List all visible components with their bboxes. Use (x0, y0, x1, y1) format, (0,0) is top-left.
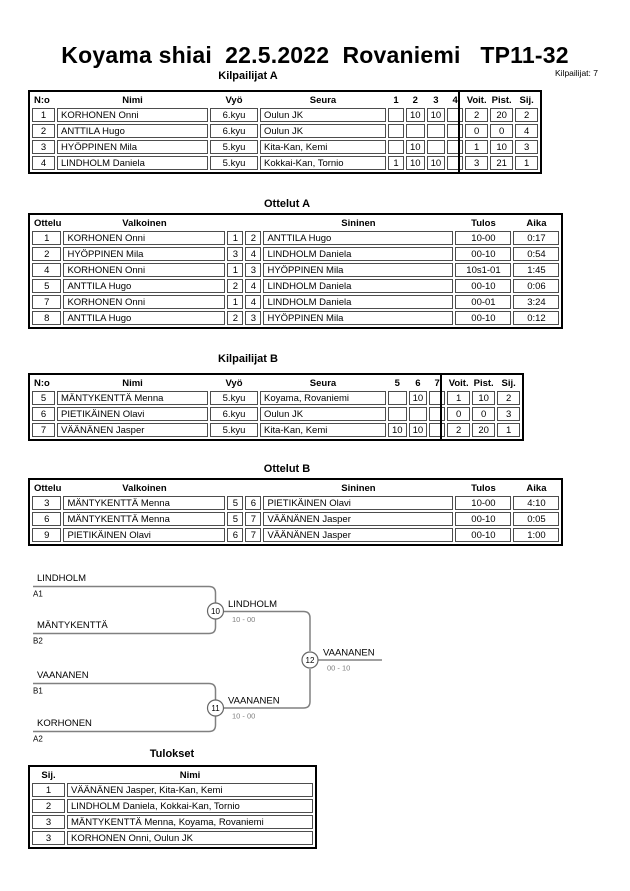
table-row (32, 407, 520, 421)
match-number: 12 (305, 656, 315, 665)
cell-match-no: 9 (32, 528, 61, 542)
cell-round (409, 407, 428, 421)
table-row (32, 156, 538, 170)
header-row (32, 94, 538, 106)
cell-no: 5 (32, 391, 55, 405)
cell-round (427, 124, 446, 138)
cell-name: VÄÄNÄNEN Jasper (57, 423, 208, 437)
cell-time: 1:00 (513, 528, 559, 542)
cell-time: 1:45 (513, 263, 559, 277)
cell-time: 4:10 (513, 496, 559, 510)
cell-club: Oulun JK (260, 407, 386, 421)
cell-white-name: ANTTILA Hugo (63, 279, 225, 293)
cell-round: 10 (409, 423, 428, 437)
cell-place: 2 (515, 108, 538, 122)
cell-white-no: 5 (227, 496, 243, 510)
section-title-matches-a: Ottelut A (263, 198, 311, 210)
cell-blue-name: LINDHOLM Daniela (263, 279, 453, 293)
header-spacer (227, 217, 243, 229)
cell-points: 20 (490, 108, 513, 122)
results-table (28, 765, 317, 849)
header-spacer (245, 217, 261, 229)
col-header-name: Nimi (122, 94, 143, 106)
cell-club: Koyama, Rovaniemi (260, 391, 386, 405)
cell-blue-name: VÄÄNÄNEN Jasper (263, 528, 453, 542)
cell-white-name: KORHONEN Onni (63, 295, 225, 309)
col-header-white: Valkoinen (122, 482, 167, 494)
cell-name: KORHONEN Onni (57, 108, 208, 122)
cell-white-no: 5 (227, 512, 243, 526)
table-row (32, 247, 559, 261)
col-header-match: Ottelu (34, 482, 62, 494)
bracket-winner-name: LINDHOLM (228, 599, 278, 610)
cell-result: 00-10 (455, 247, 511, 261)
cell-round: 10 (406, 140, 425, 154)
col-header-round: 7 (434, 377, 440, 389)
bracket-winner-name: VAANANEN (228, 695, 280, 707)
col-header-round: 4 (452, 94, 458, 106)
col-header-time: Aika (526, 217, 547, 229)
col-header-round: 2 (412, 94, 418, 106)
col-header-place: Sij. (41, 769, 56, 781)
header-spacer (227, 482, 243, 494)
score-group-divider (440, 375, 442, 439)
cell-result: 00-10 (455, 512, 511, 526)
competitors-a-table (28, 90, 542, 174)
cell-time: 3:24 (513, 295, 559, 309)
bracket-seed-tag: A1 (33, 589, 43, 599)
cell-blue-name: ANTTILA Hugo (263, 231, 453, 245)
cell-match-no: 8 (32, 311, 61, 325)
cell-blue-no: 7 (245, 512, 261, 526)
cell-name: ANTTILA Hugo (57, 124, 208, 138)
section-title-results: Tulokset (149, 748, 195, 760)
cell-place: 1 (32, 783, 65, 797)
cell-round (447, 156, 463, 170)
cell-time: 0:54 (513, 247, 559, 261)
col-header-round: 5 (394, 377, 400, 389)
col-header-result: Tulos (471, 217, 496, 229)
cell-result: 00-01 (455, 295, 511, 309)
cell-no: 1 (32, 108, 55, 122)
cell-place: 1 (515, 156, 538, 170)
cell-belt: 5.kyu (210, 423, 258, 437)
cell-place: 3 (32, 831, 65, 845)
cell-result: 00-10 (455, 279, 511, 293)
cell-match-no: 4 (32, 263, 61, 277)
table-row (32, 783, 313, 797)
cell-round: 10 (406, 156, 425, 170)
cell-round: 10 (427, 108, 446, 122)
col-header-points: Pist. (473, 377, 494, 389)
cell-club: Oulun JK (260, 108, 386, 122)
cell-white-name: KORHONEN Onni (63, 231, 225, 245)
participants-count: Kilpailijat: 7 (555, 68, 598, 78)
cell-round (447, 108, 463, 122)
table-row (32, 423, 520, 437)
cell-wins: 2 (465, 108, 488, 122)
cell-place: 3 (32, 815, 65, 829)
cell-place: 2 (32, 799, 65, 813)
match-number: 10 (211, 607, 220, 616)
cell-points: 10 (472, 391, 495, 405)
cell-club: Kokkai-Kan, Tornio (260, 156, 386, 170)
cell-white-no: 2 (227, 279, 243, 293)
bracket-seed-tag: A2 (33, 734, 43, 744)
col-header-club: Seura (309, 94, 337, 106)
cell-white-name: MÄNTYKENTTÄ Menna (63, 512, 225, 526)
cell-white-name: MÄNTYKENTTÄ Menna (63, 496, 225, 510)
table-row (32, 108, 538, 122)
cell-place: 3 (515, 140, 538, 154)
cell-round (388, 391, 407, 405)
col-header-no: N:o (34, 94, 50, 106)
cell-blue-no: 4 (245, 247, 261, 261)
col-header-points: Pist. (491, 94, 512, 106)
table-row (32, 279, 559, 293)
cell-white-no: 1 (227, 263, 243, 277)
col-header-name: Nimi (179, 769, 201, 781)
cell-no: 6 (32, 407, 55, 421)
cell-no: 3 (32, 140, 55, 154)
match-number: 11 (211, 704, 220, 713)
cell-name: MÄNTYKENTTÄ Menna (57, 391, 208, 405)
cell-match-no: 2 (32, 247, 61, 261)
cell-no: 2 (32, 124, 55, 138)
cell-wins: 3 (465, 156, 488, 170)
col-header-round: 6 (415, 377, 421, 389)
cell-round: 1 (388, 156, 404, 170)
cell-time: 0:06 (513, 279, 559, 293)
table-row (32, 512, 559, 526)
cell-round (447, 140, 463, 154)
table-row (32, 140, 538, 154)
cell-place: 3 (497, 407, 520, 421)
col-header-blue: Sininen (341, 217, 376, 229)
table-row (32, 799, 313, 813)
cell-points: 0 (490, 124, 513, 138)
cell-club: Oulun JK (260, 124, 386, 138)
table-row (32, 831, 313, 845)
cell-blue-no: 4 (245, 279, 261, 293)
cell-round (406, 124, 425, 138)
col-header-white: Valkoinen (122, 217, 167, 229)
cell-name: LINDHOLM Daniela, Kokkai-Kan, Tornio (67, 799, 313, 813)
cell-no: 4 (32, 156, 55, 170)
cell-round (429, 423, 445, 437)
page-title: Koyama shiai 22.5.2022 Rovaniemi TP11-32 (61, 42, 569, 68)
header-spacer (245, 482, 261, 494)
col-header-round: 1 (393, 94, 399, 106)
cell-wins: 2 (447, 423, 470, 437)
cell-result: 00-10 (455, 311, 511, 325)
cell-result: 10-00 (455, 496, 511, 510)
table-row (32, 496, 559, 510)
cell-wins: 0 (465, 124, 488, 138)
competitors-b-table (28, 373, 524, 441)
table-row (32, 311, 559, 325)
cell-round (388, 140, 404, 154)
col-header-result: Tulos (471, 482, 496, 494)
cell-match-no: 3 (32, 496, 61, 510)
bracket-seed-name: VAANANEN (37, 670, 89, 681)
col-header-blue: Sininen (341, 482, 376, 494)
cell-no: 7 (32, 423, 55, 437)
bracket-line (33, 684, 216, 701)
cell-name: MÄNTYKENTTÄ Menna, Koyama, Rovaniemi (67, 815, 313, 829)
table-row (32, 231, 559, 245)
cell-belt: 6.kyu (210, 124, 258, 138)
cell-blue-no: 3 (245, 263, 261, 277)
cell-white-name: PIETIKÄINEN Olavi (63, 528, 225, 542)
cell-white-name: ANTTILA Hugo (63, 311, 225, 325)
bracket-seed-name: MÄNTYKENTTÄ (37, 620, 108, 631)
cell-result: 10s1-01 (455, 263, 511, 277)
col-header-place: Sij. (519, 94, 534, 106)
col-header-round: 3 (433, 94, 439, 106)
cell-round (447, 124, 463, 138)
cell-blue-no: 3 (245, 311, 261, 325)
cell-blue-name: HYÖPPINEN Mila (263, 311, 453, 325)
cell-round: 10 (427, 156, 446, 170)
col-header-belt: Vyö (225, 377, 243, 389)
matches-b-table (28, 478, 563, 546)
cell-match-no: 7 (32, 295, 61, 309)
cell-name: PIETIKÄINEN Olavi (57, 407, 208, 421)
cell-blue-name: LINDHOLM Daniela (263, 247, 453, 261)
cell-blue-no: 4 (245, 295, 261, 309)
cell-match-no: 1 (32, 231, 61, 245)
cell-round (388, 108, 404, 122)
cell-blue-name: LINDHOLM Daniela (263, 295, 453, 309)
header-row (32, 769, 313, 781)
col-header-place: Sij. (501, 377, 516, 389)
cell-belt: 5.kyu (210, 156, 258, 170)
cell-white-no: 1 (227, 231, 243, 245)
header-row (32, 377, 520, 389)
cell-place: 2 (497, 391, 520, 405)
cell-blue-no: 7 (245, 528, 261, 542)
bracket-line (33, 587, 216, 604)
cell-time: 0:17 (513, 231, 559, 245)
cell-points: 10 (490, 140, 513, 154)
cell-white-no: 3 (227, 247, 243, 261)
col-header-wins: Voit. (466, 94, 487, 106)
matches-a-table (28, 213, 563, 329)
bracket-score: 10 - 00 (232, 711, 256, 721)
col-header-no: N:o (34, 377, 50, 389)
section-title-competitors-b: Kilpailijat B (218, 353, 278, 365)
col-header-club: Seura (309, 377, 337, 389)
cell-round (429, 391, 445, 405)
cell-belt: 6.kyu (210, 108, 258, 122)
cell-white-name: HYÖPPINEN Mila (63, 247, 225, 261)
cell-match-no: 6 (32, 512, 61, 526)
table-row (32, 528, 559, 542)
header-row (32, 482, 559, 494)
cell-blue-name: HYÖPPINEN Mila (263, 263, 453, 277)
cell-place: 1 (497, 423, 520, 437)
bracket-score: 00 - 10 (327, 663, 351, 673)
cell-match-no: 5 (32, 279, 61, 293)
cell-name: HYÖPPINEN Mila (57, 140, 208, 154)
cell-belt: 6.kyu (210, 407, 258, 421)
table-row (32, 124, 538, 138)
cell-belt: 5.kyu (210, 391, 258, 405)
cell-blue-no: 6 (245, 496, 261, 510)
cell-time: 0:05 (513, 512, 559, 526)
col-header-match: Ottelu (34, 217, 62, 229)
cell-round: 10 (406, 108, 425, 122)
cell-white-no: 2 (227, 311, 243, 325)
cell-points: 0 (472, 407, 495, 421)
table-row (32, 295, 559, 309)
cell-club: Kita-Kan, Kemi (260, 423, 386, 437)
cell-blue-no: 2 (245, 231, 261, 245)
cell-white-no: 6 (227, 528, 243, 542)
section-title-matches-b: Ottelut B (263, 463, 311, 475)
cell-wins: 1 (465, 140, 488, 154)
bracket-seed-name: KORHONEN (37, 718, 92, 729)
cell-place: 4 (515, 124, 538, 138)
cell-club: Kita-Kan, Kemi (260, 140, 386, 154)
cell-white-no: 1 (227, 295, 243, 309)
cell-round: 10 (388, 423, 407, 437)
col-header-belt: Vyö (225, 94, 243, 106)
cell-round (429, 407, 445, 421)
col-header-wins: Voit. (448, 377, 469, 389)
cell-name: LINDHOLM Daniela (57, 156, 208, 170)
col-header-time: Aika (526, 482, 547, 494)
bracket-seed-tag: B1 (33, 686, 43, 696)
cell-name: VÄÄNÄNEN Jasper, Kita-Kan, Kemi (67, 783, 313, 797)
cell-wins: 0 (447, 407, 470, 421)
cell-round: 10 (409, 391, 428, 405)
col-header-name: Nimi (122, 377, 143, 389)
cell-name: KORHONEN Onni, Oulun JK (67, 831, 313, 845)
cell-wins: 1 (447, 391, 470, 405)
section-title-competitors-a: Kilpailijat A (218, 70, 278, 82)
cell-points: 21 (490, 156, 513, 170)
table-row (32, 391, 520, 405)
cell-time: 0:12 (513, 311, 559, 325)
table-row (32, 263, 559, 277)
header-row (32, 217, 559, 229)
table-row (32, 815, 313, 829)
cell-blue-name: VÄÄNÄNEN Jasper (263, 512, 453, 526)
cell-round (388, 124, 404, 138)
cell-result: 10-00 (455, 231, 511, 245)
cell-points: 20 (472, 423, 495, 437)
cell-blue-name: PIETIKÄINEN Olavi (263, 496, 453, 510)
bracket-seed-name: LINDHOLM (37, 573, 87, 584)
bracket-winner-name: VAANANEN (323, 647, 375, 659)
elimination-bracket (0, 565, 630, 750)
cell-white-name: KORHONEN Onni (63, 263, 225, 277)
cell-round (388, 407, 407, 421)
bracket-seed-tag: B2 (33, 636, 43, 646)
cell-result: 00-10 (455, 528, 511, 542)
cell-round (427, 140, 446, 154)
cell-belt: 5.kyu (210, 140, 258, 154)
bracket-score: 10 - 00 (232, 615, 256, 624)
score-group-divider (458, 92, 460, 172)
